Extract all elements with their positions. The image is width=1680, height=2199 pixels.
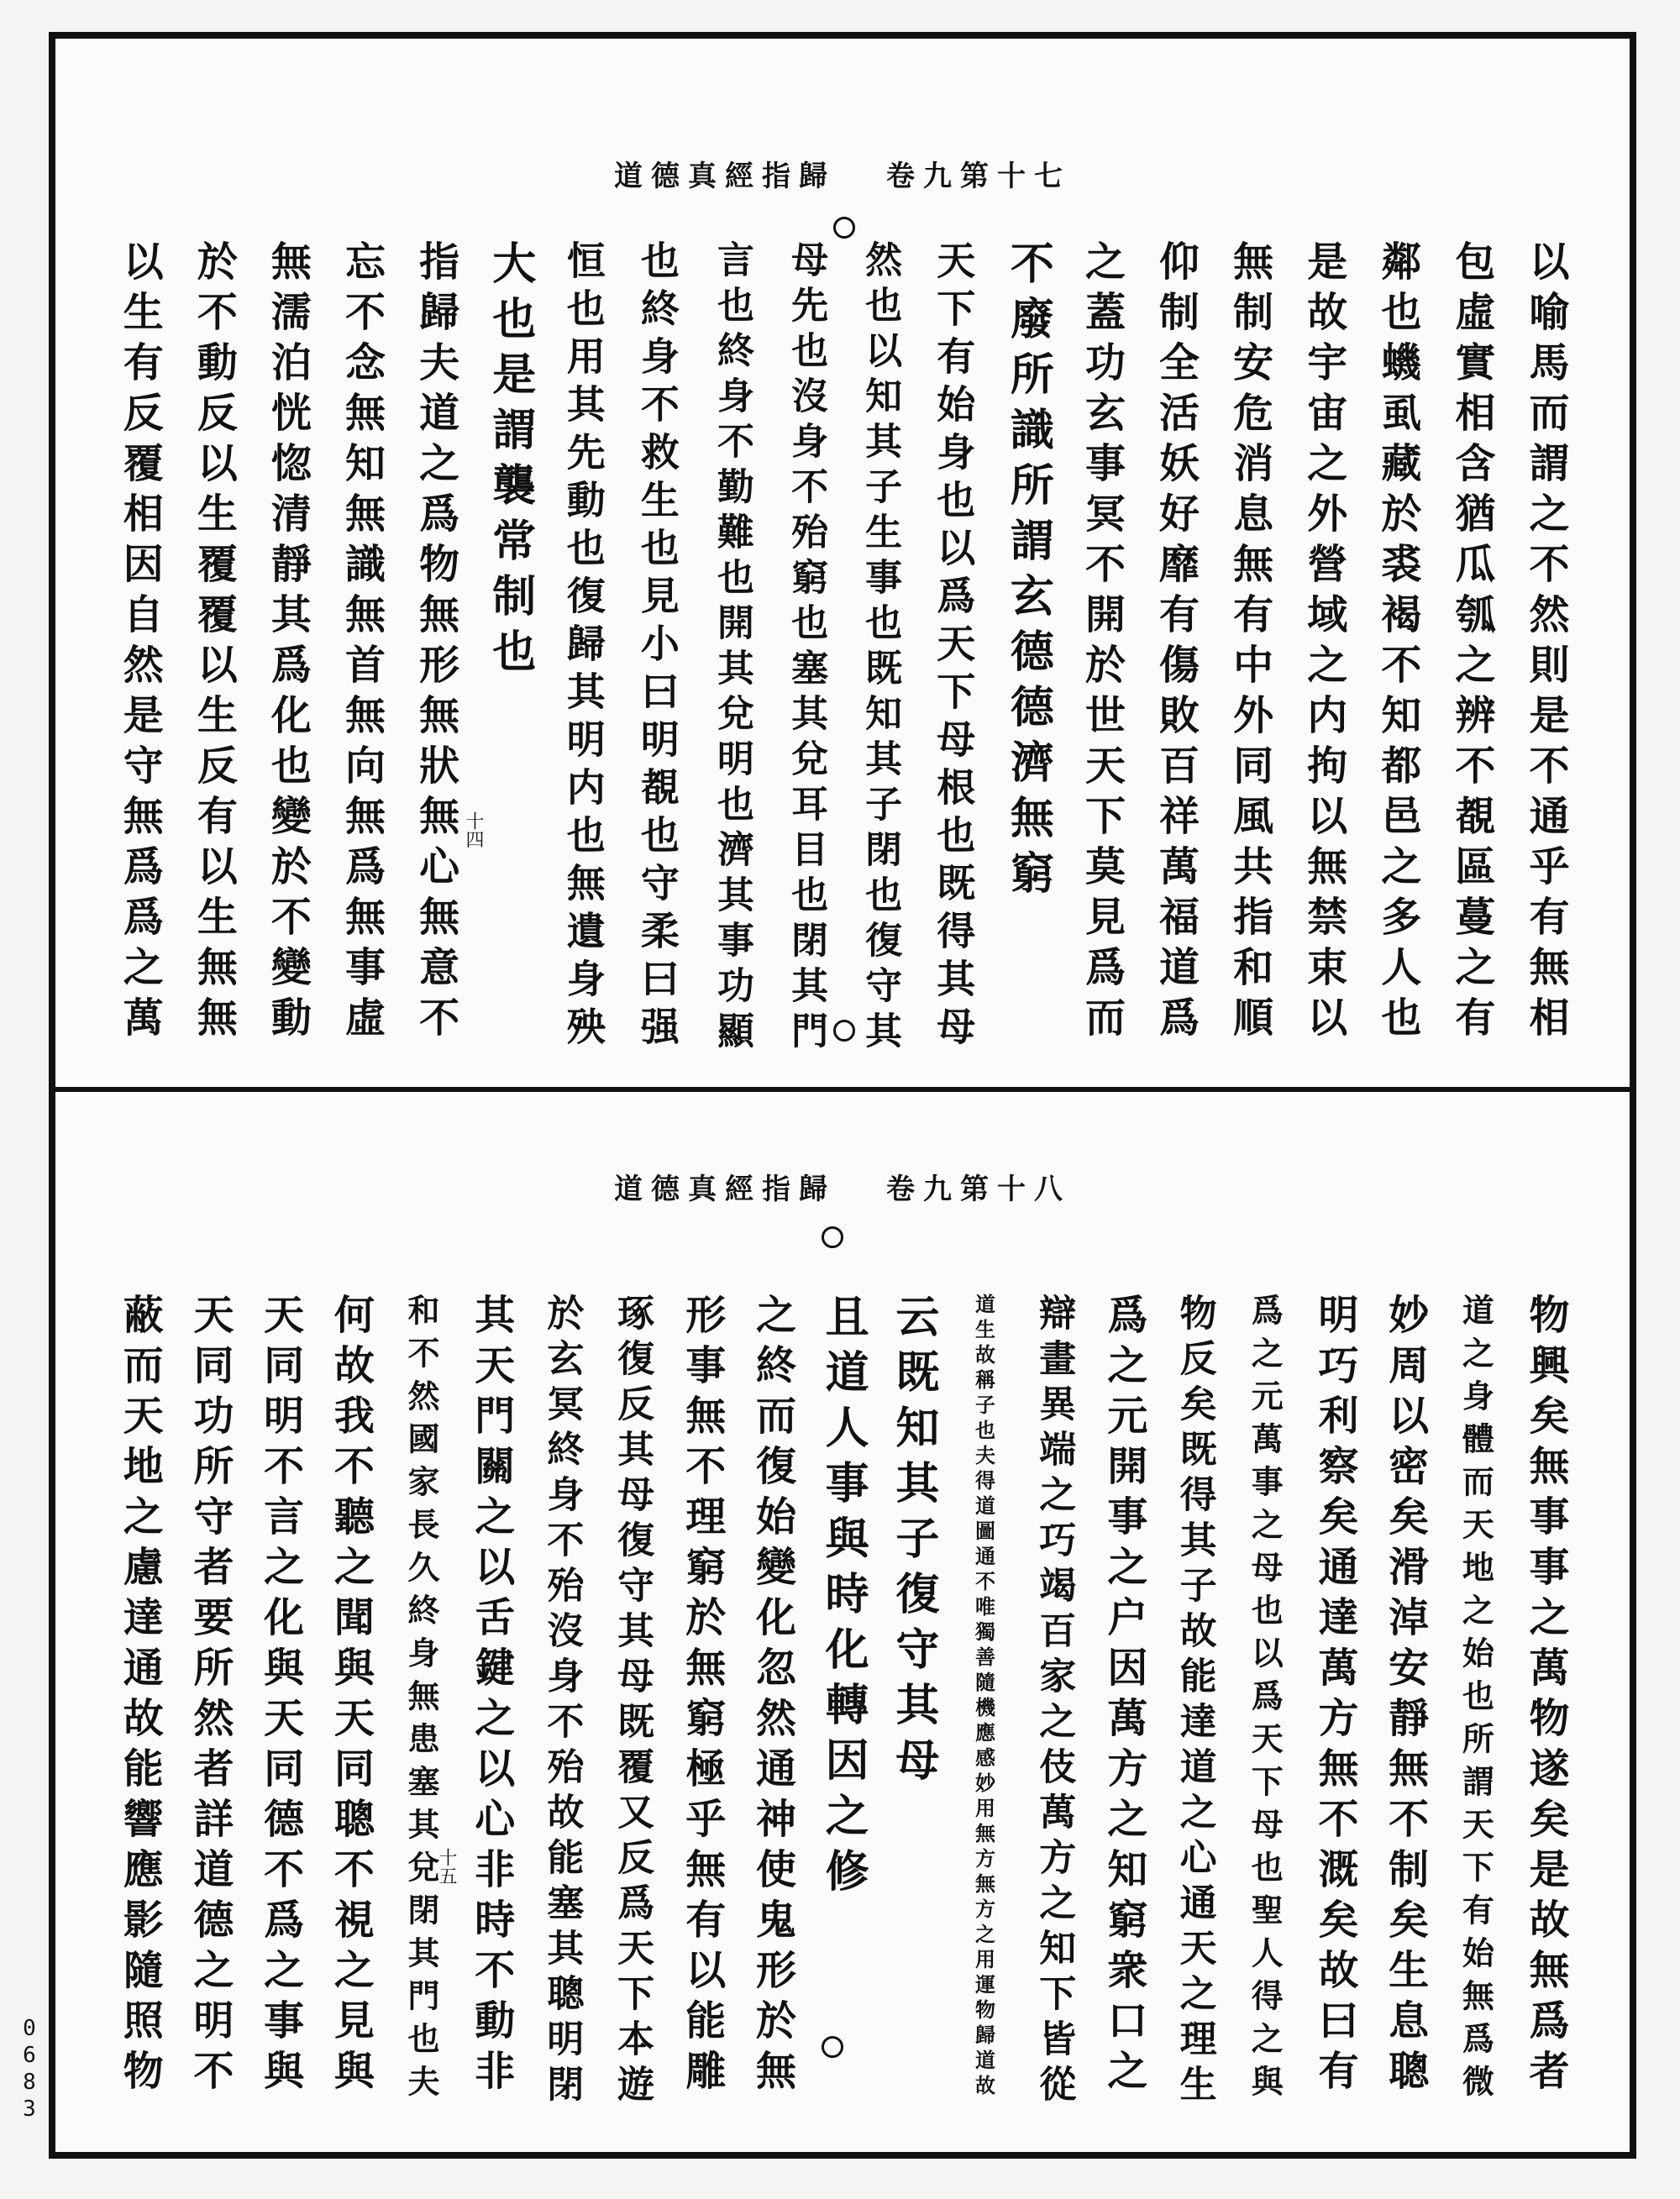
text-column: 道之身體而天地之始也所謂天下有始無爲微 <box>1457 1294 1495 2107</box>
text-column: 指歸夫道之爲物無形無狀無心無意不 <box>412 240 459 1047</box>
text-column: 道生故稱子也夫得道圖通不唯獨善隨機應感妙用無方無方之用運物歸道故 <box>971 1294 996 2100</box>
page-number: 0683 <box>17 2016 42 2123</box>
text-column: 言也終身不勤難也開其兌明也濟其事功顯 <box>710 240 753 1057</box>
text-column: 大也是謂襲常制也 <box>484 240 536 684</box>
bottom-header-title: 道德真經指歸 <box>614 1173 836 1206</box>
top-folio: 十四 <box>463 811 484 848</box>
binding-mark <box>822 1226 843 1248</box>
text-column: 鄰也蟣虱藏於裘褐不知都邑之多人也 <box>1373 240 1421 1047</box>
bottom-panel <box>55 1092 1630 2152</box>
top-panel <box>55 39 1630 1087</box>
text-column: 於不動反以生覆覆以生反有以生無無 <box>190 240 238 1047</box>
text-column: 辯畫異端之巧竭百家之伎萬方之知下皆從 <box>1032 1294 1076 2110</box>
top-header-title: 道德真經指歸 <box>614 160 836 193</box>
text-column: 以喻馬而謂之不然則是不通乎有無相 <box>1522 240 1569 1047</box>
text-column: 云既知其子復守其母 <box>887 1294 939 1792</box>
bottom-folio: 十五 <box>436 1848 457 1885</box>
bottom-header-chapter: 卷九第十八 <box>886 1173 1071 1206</box>
text-column: 琢復反其母復守其母既覆又反爲天下本遊 <box>611 1294 654 2110</box>
text-column: 天同功所守者要所然者詳道德之明不 <box>186 1294 234 2100</box>
text-column: 不廢所識所謂玄德德濟無窮 <box>1002 240 1054 905</box>
top-header <box>55 153 1630 194</box>
text-column: 天同明不言之化與天同德不爲之事與 <box>256 1294 304 2100</box>
text-column: 爲之元開事之户因萬方之知窮衆口之 <box>1100 1294 1147 2100</box>
text-column: 包虛實相含猶瓜瓠之辨不覩區蔓之有 <box>1447 240 1495 1047</box>
text-column: 形事無不理窮於無窮極乎無有以能雕 <box>678 1294 726 2100</box>
text-column: 之蓋功玄事冥不開於世天下莫見爲而 <box>1078 240 1126 1047</box>
top-header-chapter: 卷九第十七 <box>886 160 1071 193</box>
binding-mark <box>833 217 855 239</box>
text-column: 之終而復始變化忽然通神使鬼形於無 <box>748 1294 796 2100</box>
text-column: 仰制全活妖好靡有傷敗百祥萬福道爲 <box>1152 240 1200 1047</box>
text-column: 也終身不救生也見小曰明覩也守柔曰强 <box>634 240 680 1054</box>
text-column: 於玄冥終身不殆沒身不殆故能塞其聰明閉 <box>540 1294 584 2110</box>
text-column: 無濡泊恍惚清靜其爲化也變於不變動 <box>264 240 312 1047</box>
text-column: 恒也用其先動也復歸其明内也無遺身殃 <box>560 240 606 1054</box>
text-column: 其天門關之以舌鍵之以心非時不動非 <box>467 1294 515 2100</box>
text-column: 物興矣無事事之萬物遂矣是故無爲者 <box>1522 1294 1569 2100</box>
text-column: 物反矣既得其子故能達道之心通天之理生 <box>1173 1294 1216 2110</box>
text-column: 天下有始身也以爲天下母根也既得其母 <box>931 240 977 1054</box>
bottom-text-columns <box>106 1294 1579 2133</box>
text-column: 是故宇宙之外營域之内拘以無禁束以 <box>1299 240 1347 1047</box>
text-column: 何故我不聽之聞與天同聰不視之見與 <box>327 1294 375 2100</box>
text-column: 明巧利察矣通達萬方無不溉矣故曰有 <box>1310 1294 1358 2100</box>
bottom-header <box>55 1166 1630 1207</box>
text-column: 無制安危消息無有中外同風共指和順 <box>1226 240 1273 1047</box>
text-column: 爲之元萬事之母也以爲天下母也聖人得之與 <box>1246 1294 1284 2107</box>
text-column: 和不然國家長久終身無患塞其兌閉其門也夫 <box>402 1294 440 2107</box>
text-column: 且道人事與時化轉因之修 <box>817 1294 869 1903</box>
text-column: 妙周以密矣滑淖安靜無不制矣生息聰 <box>1381 1294 1429 2100</box>
text-column: 以生有反覆相因自然是守無爲爲之萬 <box>116 240 164 1047</box>
text-column: 母先也沒身不殆窮也塞其兌耳目也閉其門 <box>785 240 828 1057</box>
text-column: 然也以知其子生事也既知其子閉也復守其 <box>858 240 902 1057</box>
text-column: 忘不念無知無識無首無向無爲無事虛 <box>338 240 386 1047</box>
top-text-columns <box>106 240 1579 1063</box>
text-column: 蔽而天地之慮達通故能響應影隨照物 <box>116 1294 164 2100</box>
